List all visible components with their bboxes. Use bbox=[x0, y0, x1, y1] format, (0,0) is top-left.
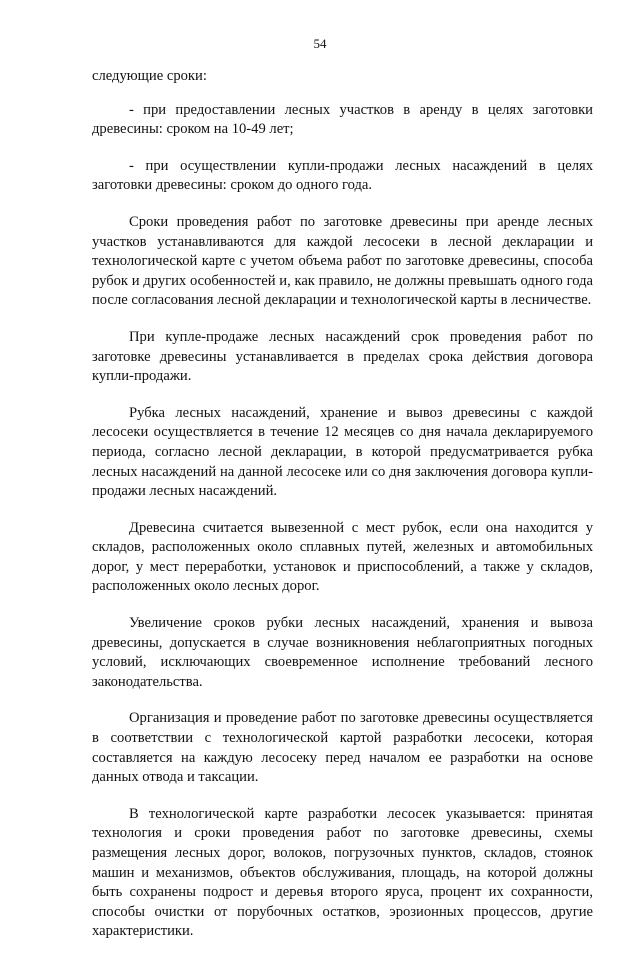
paragraph-lease-term: - при предоставлении лесных участков в аренду в целях заготовки древесины: сроком на 10-49 лет; bbox=[92, 101, 593, 138]
paragraph-term-extension: Увеличение сроков рубки лесных насаждений, хранения и вывоза древесины, допускается в случае возникновения неблагоприятных погодных условий, исключающих своевременное исполнение требований лесного законодательства. bbox=[92, 615, 593, 690]
paragraph-sale-work-terms: При купле-продаже лесных насаждений срок проведения работ по заготовке древесины устанавливается в пределах срока действия договора купли-продажи. bbox=[92, 328, 593, 385]
paragraph-sale-term: - при осуществлении купли-продажи лесных насаждений в целях заготовки древесины: сроком до одного года. bbox=[92, 157, 593, 194]
paragraph-technological-map: В технологической карте разработки лесосек указывается: принятая технология и сроки проведения работ по заготовке древесины, схемы размещения лесных дорог, волоков, погрузочных пунктов, складов, стоянок машин и механизмов, объектов обслуживания, площадь, на которой должны быть сохранены подрост и деревья второго яруса, процент их сохранности, способы очистки от порубочных остатков, эрозионных процессов, другие характеристики. bbox=[92, 805, 593, 940]
paragraph-intro: следующие сроки: bbox=[92, 68, 207, 84]
paragraph-felling-storage: Рубка лесных насаждений, хранение и вывоз древесины с каждой лесосеки осуществляется в течение 12 месяцев со дня начала декларируемого периода, согласно лесной декларации, в которой предусматривается рубка лесных насаждений на данной лесосеке или со дня заключения договора купли-продажи лесных насаждений. bbox=[92, 404, 593, 500]
document-body bbox=[92, 67, 593, 959]
paragraph-timber-removed: Древесина считается вывезенной с мест рубок, если она находится у складов, расположенных около сплавных путей, железных и автомобильных дорог, у мест переработки, установок и приспособлений, а также у складов, расположенных около лесных дорог. bbox=[92, 519, 593, 595]
paragraph-lease-work-terms: Сроки проведения работ по заготовке древесины при аренде лесных участков устанавливаются для каждой лесосеки в лесной декларации и технологической карте с учетом объема работ по заготовке древесины, способа рубок и других особенностей и, как правило, не должны превышать одного года после согласования лесной декларации и технологической карты в лесничестве. bbox=[92, 213, 593, 309]
page-number: 54 bbox=[313, 36, 327, 51]
paragraph-organization: Организация и проведение работ по заготовке древесины осуществляется в соответствии с технологической картой разработки лесосеки, которая составляется на каждую лесосеку перед началом ее разработки на основе данных отвода и таксации. bbox=[92, 710, 593, 786]
